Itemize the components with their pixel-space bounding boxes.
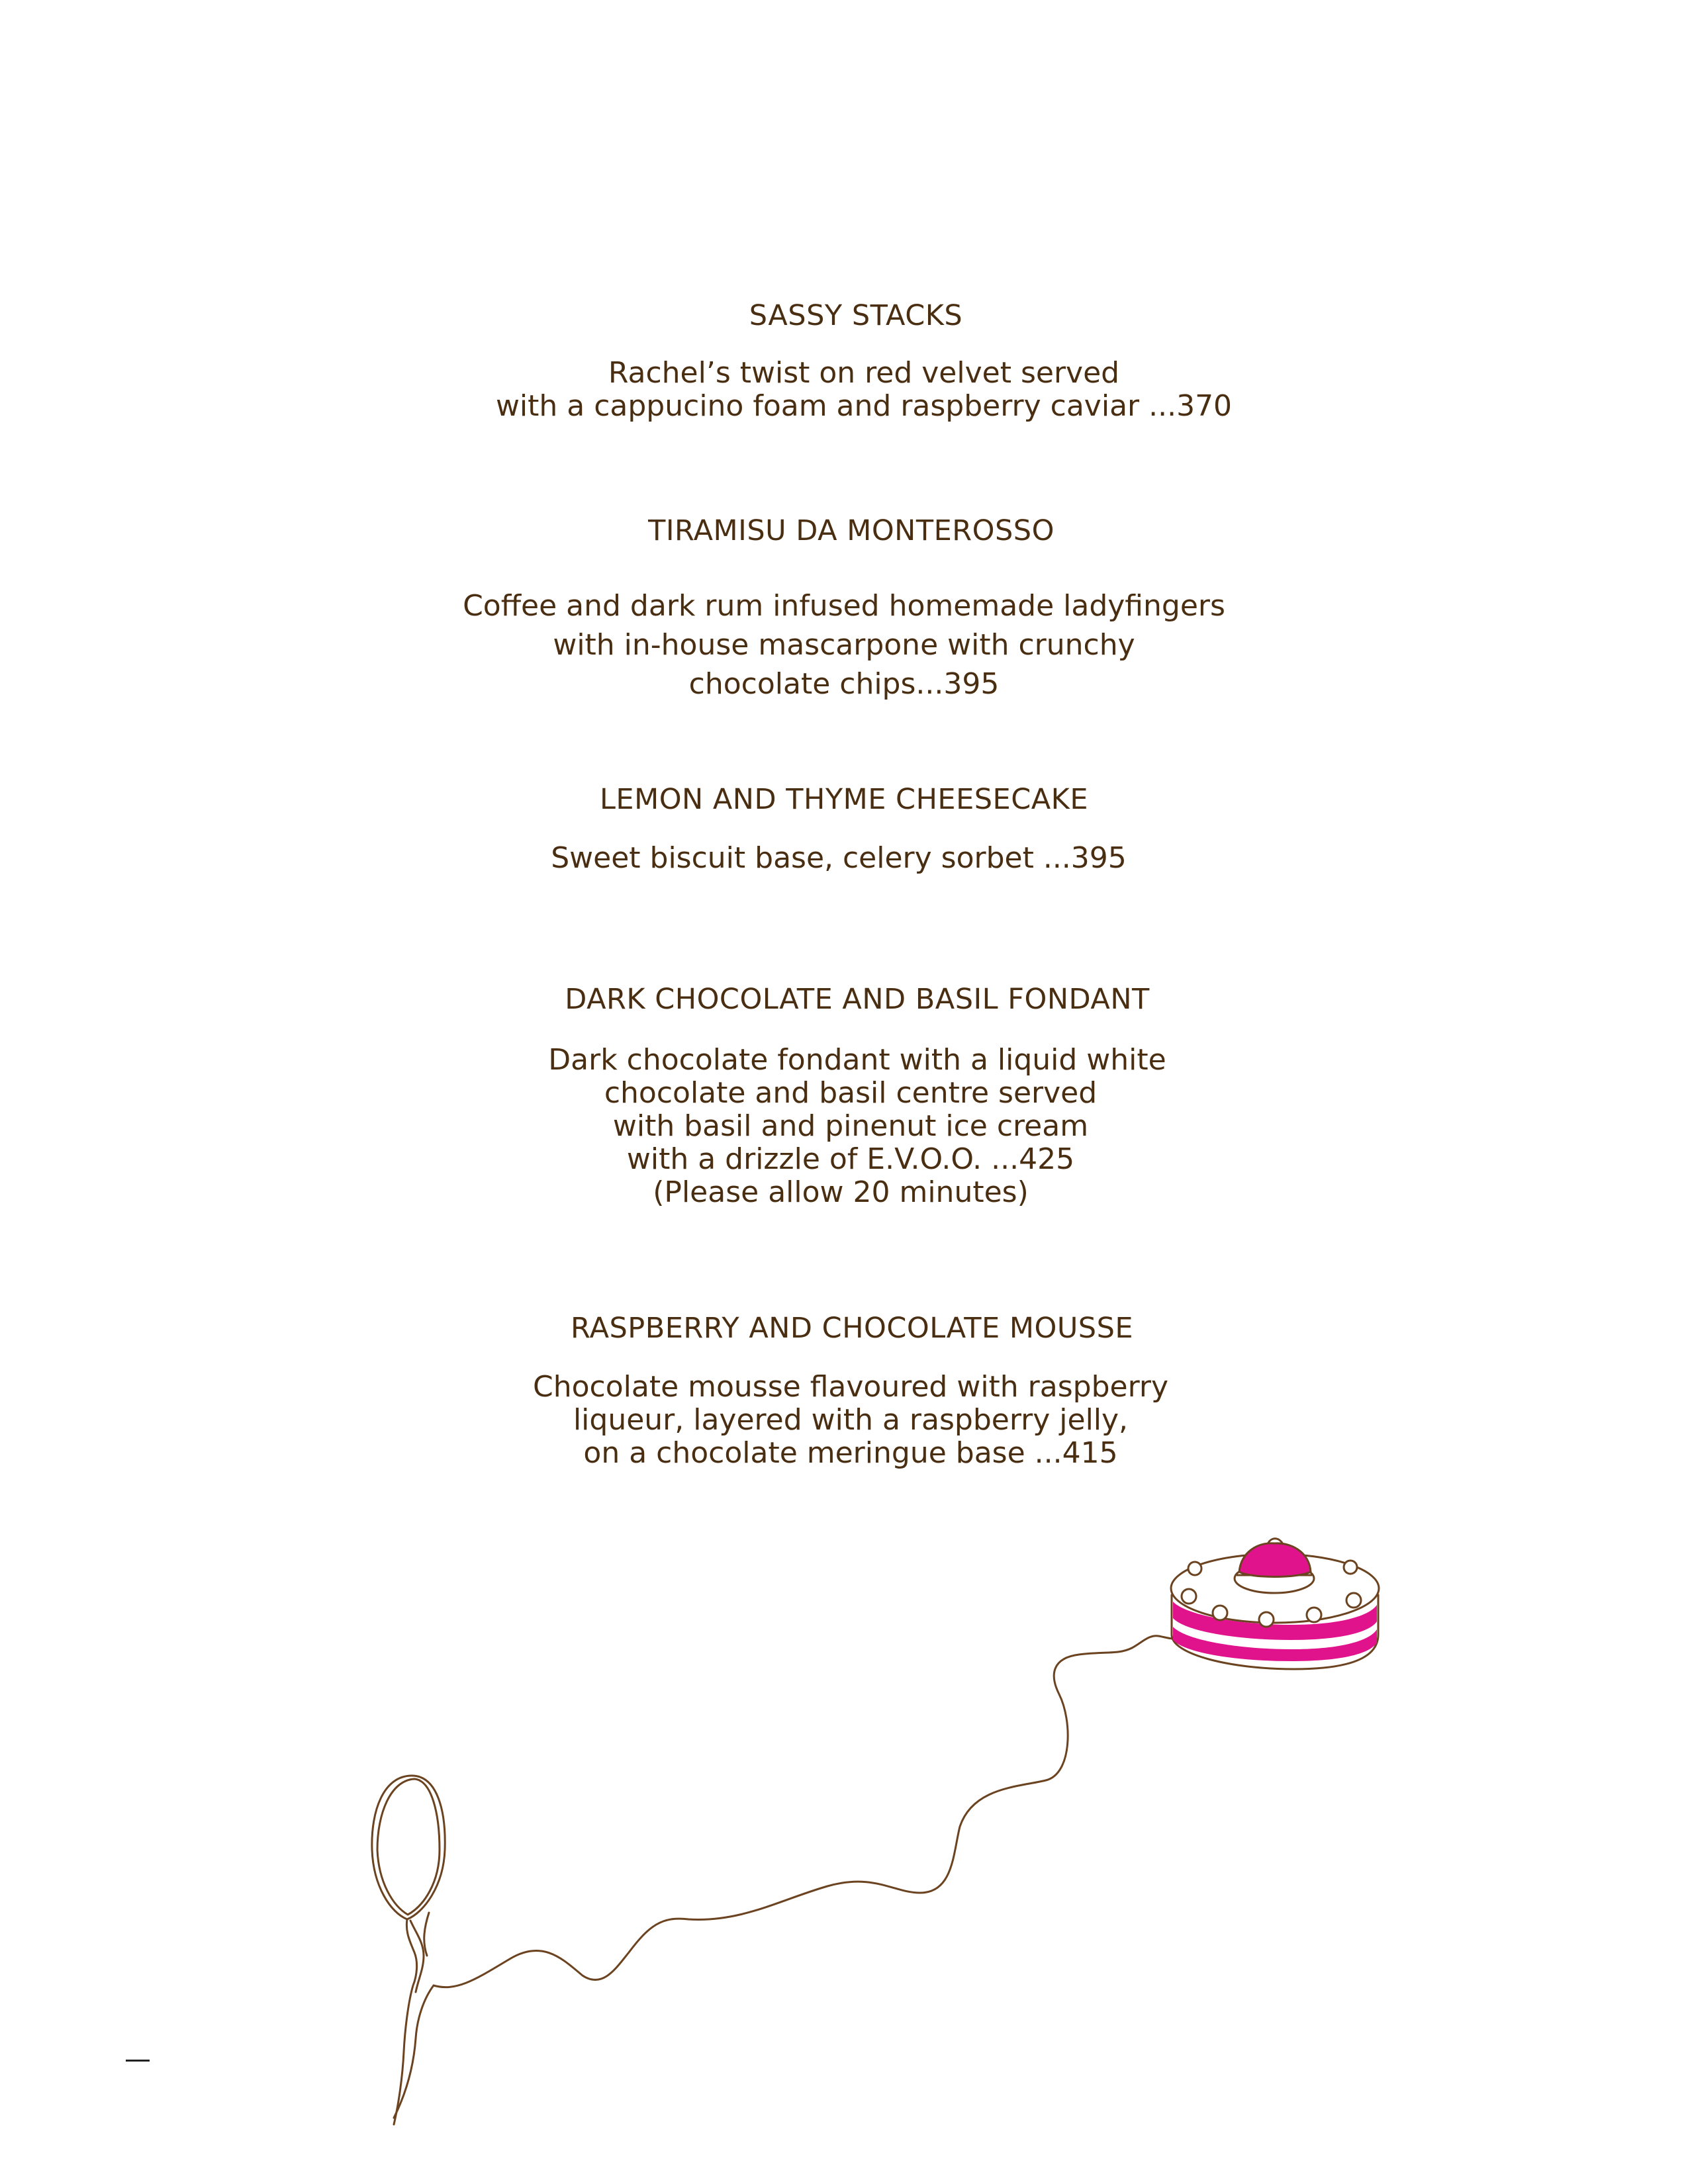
item-description-line: chocolate and basil centre served (604, 1076, 1098, 1110)
item-description-line: with a drizzle of E.V.O.O. ...425 (626, 1142, 1075, 1176)
item-title: LEMON AND THYME CHEESECAKE (599, 783, 1089, 816)
item-description-line: Coffee and dark rum infused homemade ladyfingers (463, 589, 1225, 623)
item-description-line: Sweet biscuit base, celery sorbet ...395 (551, 841, 1127, 875)
item-description-line: chocolate chips...395 (688, 667, 1000, 701)
item-description-line: Rachel’s twist on red velvet served (608, 356, 1120, 390)
item-title: SASSY STACKS (749, 299, 963, 332)
spoon-icon (372, 1776, 445, 2124)
item-description-line: (Please allow 20 minutes) (653, 1175, 1029, 1209)
item-description-line: liqueur, layered with a raspberry jelly, (573, 1403, 1129, 1437)
item-description-line: with a cappucino foam and raspberry caviar ...370 (495, 389, 1233, 423)
page-mark (126, 2060, 150, 2062)
item-description-line: with in-house mascarpone with crunchy (553, 628, 1135, 662)
item-description-line: with basil and pinenut ice cream (612, 1109, 1089, 1143)
item-description-line: Chocolate mousse flavoured with raspberry (532, 1370, 1169, 1404)
item-title: DARK CHOCOLATE AND BASIL FONDANT (565, 983, 1150, 1016)
cake-icon (1171, 1539, 1379, 1669)
item-description-line: Dark chocolate fondant with a liquid white (548, 1043, 1166, 1077)
item-title: TIRAMISU DA MONTEROSSO (648, 514, 1055, 547)
item-title: RASPBERRY AND CHOCOLATE MOUSSE (570, 1312, 1134, 1345)
item-description-line: on a chocolate meringue base ...415 (583, 1436, 1118, 1470)
winding-line (394, 1636, 1182, 2118)
